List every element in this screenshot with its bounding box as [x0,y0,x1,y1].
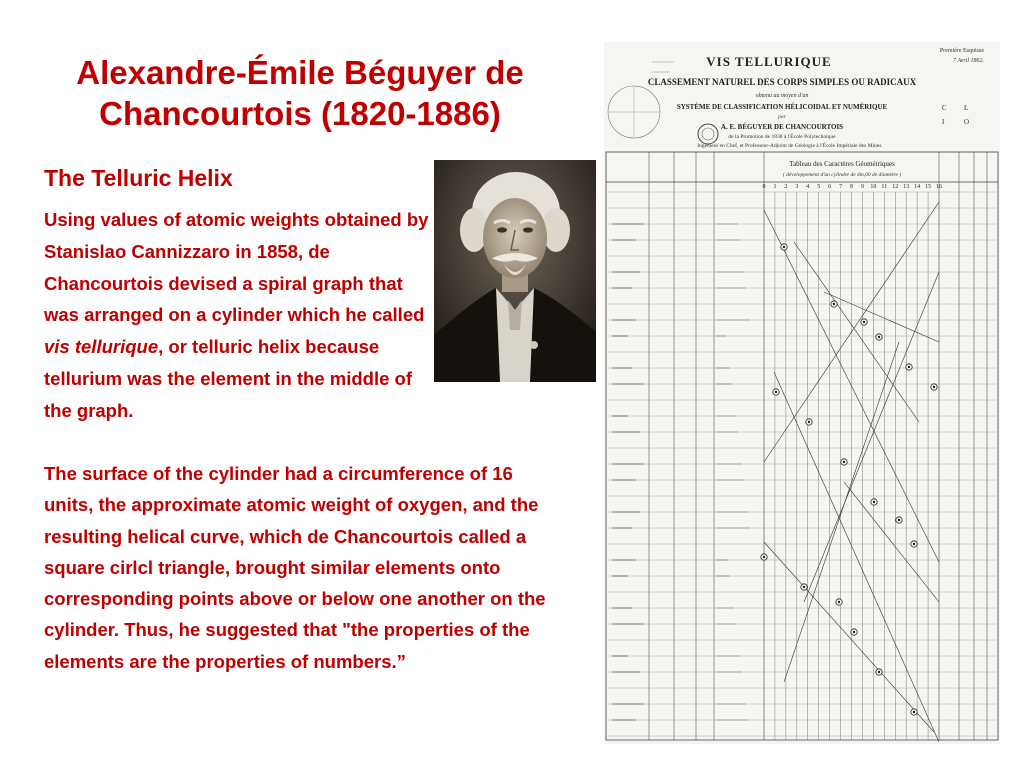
column-number: 2 [784,184,788,190]
doc-line-5: par [778,114,786,120]
column-number: 10 [870,184,877,190]
doc-subtitle: CLASSEMENT NATUREL DES CORPS SIMPLES OU RADICAUX [647,77,917,87]
table-header: Tableau des Caractères Géométriques [789,160,895,168]
column-number: 11 [881,184,888,190]
svg-text:I: I [942,118,945,126]
doc-line-3: obtenu au moyen d'un [755,93,809,99]
svg-text:L: L [964,104,969,112]
para1-italic-term: vis tellurique [44,336,159,358]
paragraph-cylinder: The surface of the cylinder had a circumference of 16 units, the approximate atomic weight of oxygen, and the resulting helical curve, which de Chancourtois called a square cirlcl triangle, brought similar elements onto corresponding points above or below one another on the cylinder. Thus, he suggested that "the properties of the elements are the properties of numbers.” [44,463,546,672]
doc-line-8: Ingénieur en Chef, et Professeur-Adjoint de Géologie à l'École Impériale des Mines. [697,143,883,149]
doc-line-7: de la Promotion de 1838 à l'École Polytechnique [728,134,836,140]
table-subheader: ( développement d'un cylindre de 4m,00 de diamètre ) [782,172,902,178]
doc-line-4: SYSTÈME DE CLASSIFICATION HÉLICOIDAL ET NUMÉRIQUE [676,103,888,111]
doc-author: A. E. BÉGUYER DE CHANCOURTOIS [720,123,844,131]
para1-text: Using values of atomic weights obtained by Stanislao Cannizzaro in 1858, de Chancourtois devised a spiral graph that was arranged on a cylinder which he called [44,209,429,326]
column-number: 4 [806,184,810,190]
column-number: 7 [839,184,843,190]
column-number: 12 [892,184,899,190]
title-line-2: Chancourtois (1820-1886) [99,95,501,132]
column-number: 9 [860,184,864,190]
column-number: 8 [850,184,853,190]
column-number: 13 [903,184,910,190]
column-number: 14 [914,184,921,190]
doc-heading: VIS TELLURIQUE [706,54,832,69]
column-number: 0 [762,184,766,190]
column-number: 3 [795,184,799,190]
portrait-photo [434,160,596,382]
vis-tellurique-document [604,42,1000,744]
title-line-1: Alexandre-Émile Béguyer de [76,54,524,91]
subheading: The Telluric Helix [44,165,233,191]
column-number: 1 [773,184,777,190]
slide-title [40,52,560,134]
doc-corner-date: 7 Avril 1862. [952,58,984,64]
column-number: 5 [817,184,821,190]
paragraph-helix-intro [44,204,429,427]
column-number: 15 [925,184,932,190]
doc-corner-top: Première Esquisse [939,48,984,54]
column-number: 16 [936,184,942,190]
column-number: 6 [828,184,832,190]
svg-text:O: O [964,118,970,126]
para1-text-end: , or telluric helix because tellurium was the element in the middle of the graph. [44,336,413,421]
svg-text:C: C [942,104,947,112]
